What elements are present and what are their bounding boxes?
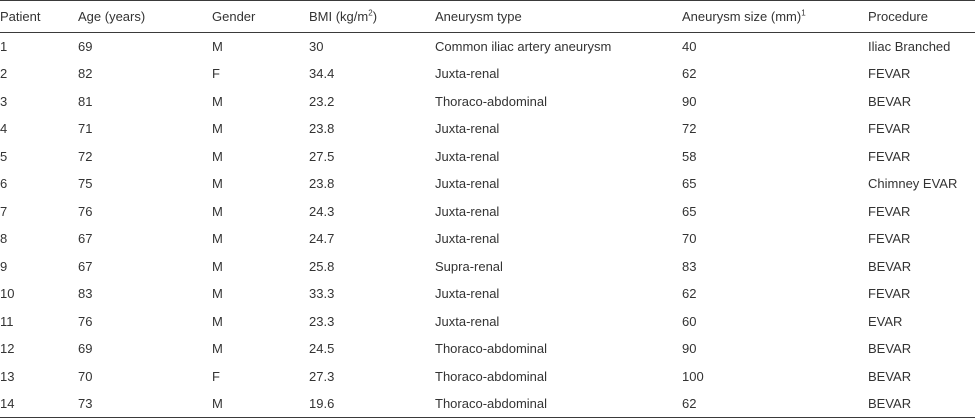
cell-procedure: FEVAR (868, 203, 911, 219)
cell-bmi: 23.8 (309, 121, 335, 137)
cell-gender: M (212, 121, 223, 137)
cell-aneurysm-size: 58 (682, 148, 697, 164)
header-bmi-prefix: BMI (kg/m (309, 9, 369, 24)
cell-age: 82 (78, 66, 93, 82)
cell-age: 69 (78, 341, 93, 357)
cell-procedure: BEVAR (868, 341, 912, 357)
cell-age: 70 (78, 368, 93, 384)
table-row (0, 198, 975, 226)
cell-procedure: FEVAR (868, 148, 911, 164)
cell-patient: 8 (0, 231, 8, 247)
table-row (0, 143, 975, 171)
header-age: Age (years) (78, 1, 212, 33)
cell-procedure: Iliac Branched (868, 39, 951, 54)
header-bmi (309, 1, 435, 33)
cell-aneurysm-size: 65 (682, 203, 697, 219)
cell-gender: M (212, 231, 223, 247)
cell-bmi: 19.6 (309, 390, 435, 418)
header-aneurysm-type: Aneurysm type (435, 1, 682, 33)
cell-age: 69 (78, 39, 93, 54)
cell-procedure: FEVAR (868, 231, 911, 247)
cell-aneurysm-type: Juxta-renal (435, 203, 500, 219)
cell-aneurysm-type: Juxta-renal (435, 176, 500, 192)
cell-gender: M (212, 176, 223, 192)
cell-age: 72 (78, 148, 93, 164)
header-procedure: Procedure (868, 1, 975, 33)
cell-procedure: Chimney EVAR (868, 176, 958, 192)
cell-age: 75 (78, 176, 93, 192)
cell-patient: 14 (0, 390, 78, 418)
cell-age: 67 (78, 231, 93, 247)
cell-patient: 1 (0, 39, 8, 54)
cell-patient: 9 (0, 258, 8, 274)
cell-aneurysm-type: Thoraco-abdominal (435, 390, 682, 418)
cell-procedure: BEVAR (868, 258, 912, 274)
cell-bmi: 27.3 (309, 368, 335, 384)
table-row (0, 115, 975, 143)
cell-gender: F (212, 66, 220, 82)
cell-procedure: BEVAR (868, 93, 912, 109)
cell-gender: F (212, 368, 220, 384)
cell-procedure: FEVAR (868, 286, 911, 302)
cell-patient: 11 (0, 313, 14, 329)
header-size-footnote: 1 (801, 8, 806, 18)
cell-aneurysm-size: 83 (682, 258, 697, 274)
cell-aneurysm-size: 40 (682, 39, 697, 54)
cell-age: 71 (78, 121, 93, 137)
cell-aneurysm-type: Juxta-renal (435, 121, 500, 137)
cell-bmi: 24.5 (309, 341, 335, 357)
cell-aneurysm-size: 62 (682, 66, 697, 82)
header-gender: Gender (212, 1, 309, 33)
cell-aneurysm-type: Juxta-renal (435, 313, 500, 329)
cell-patient: 2 (0, 66, 8, 82)
cell-patient: 4 (0, 121, 8, 137)
table-body (0, 33, 975, 418)
table-row (0, 390, 975, 418)
table-row (0, 60, 975, 88)
cell-aneurysm-size: 90 (682, 341, 697, 357)
cell-gender: M (212, 93, 223, 109)
cell-aneurysm-size: 62 (682, 286, 697, 302)
cell-gender: M (212, 313, 223, 329)
cell-gender: M (212, 148, 223, 164)
cell-aneurysm-size: 72 (682, 121, 697, 137)
table-row (0, 335, 975, 363)
cell-aneurysm-type: Juxta-renal (435, 66, 500, 82)
cell-bmi: 23.3 (309, 313, 335, 329)
cell-gender: M (212, 203, 223, 219)
cell-bmi: 30 (309, 39, 324, 54)
table-row (0, 253, 975, 281)
cell-age: 83 (78, 286, 93, 302)
cell-gender: M (212, 286, 223, 302)
cell-gender: M (212, 258, 223, 274)
cell-age: 76 (78, 203, 93, 219)
cell-aneurysm-size: 100 (682, 368, 704, 384)
table-row (0, 225, 975, 253)
cell-gender: M (212, 390, 309, 418)
cell-patient: 13 (0, 368, 15, 384)
table-row (0, 308, 975, 336)
cell-procedure: EVAR (868, 313, 903, 329)
header-row (0, 1, 975, 33)
cell-age: 73 (78, 390, 212, 418)
cell-bmi: 24.3 (309, 203, 335, 219)
table-row (0, 363, 975, 391)
cell-age: 76 (78, 313, 93, 329)
cell-procedure: FEVAR (868, 121, 911, 137)
cell-gender: M (212, 39, 223, 54)
cell-aneurysm-type: Thoraco-abdominal (435, 341, 548, 357)
header-aneurysm-size (682, 1, 868, 33)
cell-age: 81 (78, 93, 93, 109)
cell-patient: 10 (0, 286, 15, 302)
cell-procedure: BEVAR (868, 368, 912, 384)
table-header (0, 1, 975, 33)
header-bmi-superscript: 2 (368, 8, 373, 18)
cell-patient: 7 (0, 203, 8, 219)
cell-patient: 6 (0, 176, 8, 192)
cell-aneurysm-size: 70 (682, 231, 697, 247)
header-size-text: Aneurysm size (mm) (682, 9, 802, 24)
table-row (0, 33, 975, 61)
cell-patient: 12 (0, 341, 15, 357)
cell-patient: 5 (0, 148, 8, 164)
cell-bmi: 25.8 (309, 258, 335, 274)
cell-procedure: FEVAR (868, 66, 911, 82)
cell-bmi: 23.2 (309, 93, 335, 109)
cell-aneurysm-size: 65 (682, 176, 697, 192)
table-row (0, 88, 975, 116)
cell-procedure: BEVAR (868, 390, 975, 418)
cell-aneurysm-size: 60 (682, 313, 697, 329)
cell-gender: M (212, 341, 223, 357)
header-patient: Patient (0, 1, 78, 33)
cell-patient: 3 (0, 93, 8, 109)
cell-bmi: 23.8 (309, 176, 335, 192)
cell-bmi: 34.4 (309, 66, 335, 82)
cell-aneurysm-type: Supra-renal (435, 258, 503, 274)
table-row (0, 170, 975, 198)
cell-aneurysm-size: 62 (682, 390, 868, 418)
cell-aneurysm-size: 90 (682, 93, 697, 109)
cell-bmi: 24.7 (309, 231, 335, 247)
cell-aneurysm-type: Common iliac artery aneurysm (435, 39, 612, 54)
cell-aneurysm-type: Juxta-renal (435, 148, 500, 164)
cell-aneurysm-type: Thoraco-abdominal (435, 368, 548, 384)
cell-aneurysm-type: Thoraco-abdominal (435, 93, 548, 109)
table-row (0, 280, 975, 308)
cell-bmi: 33.3 (309, 286, 335, 302)
header-bmi-suffix: ) (372, 9, 378, 24)
cell-age: 67 (78, 258, 93, 274)
cell-aneurysm-type: Juxta-renal (435, 286, 500, 302)
cell-aneurysm-type: Juxta-renal (435, 231, 500, 247)
cell-bmi: 27.5 (309, 148, 335, 164)
